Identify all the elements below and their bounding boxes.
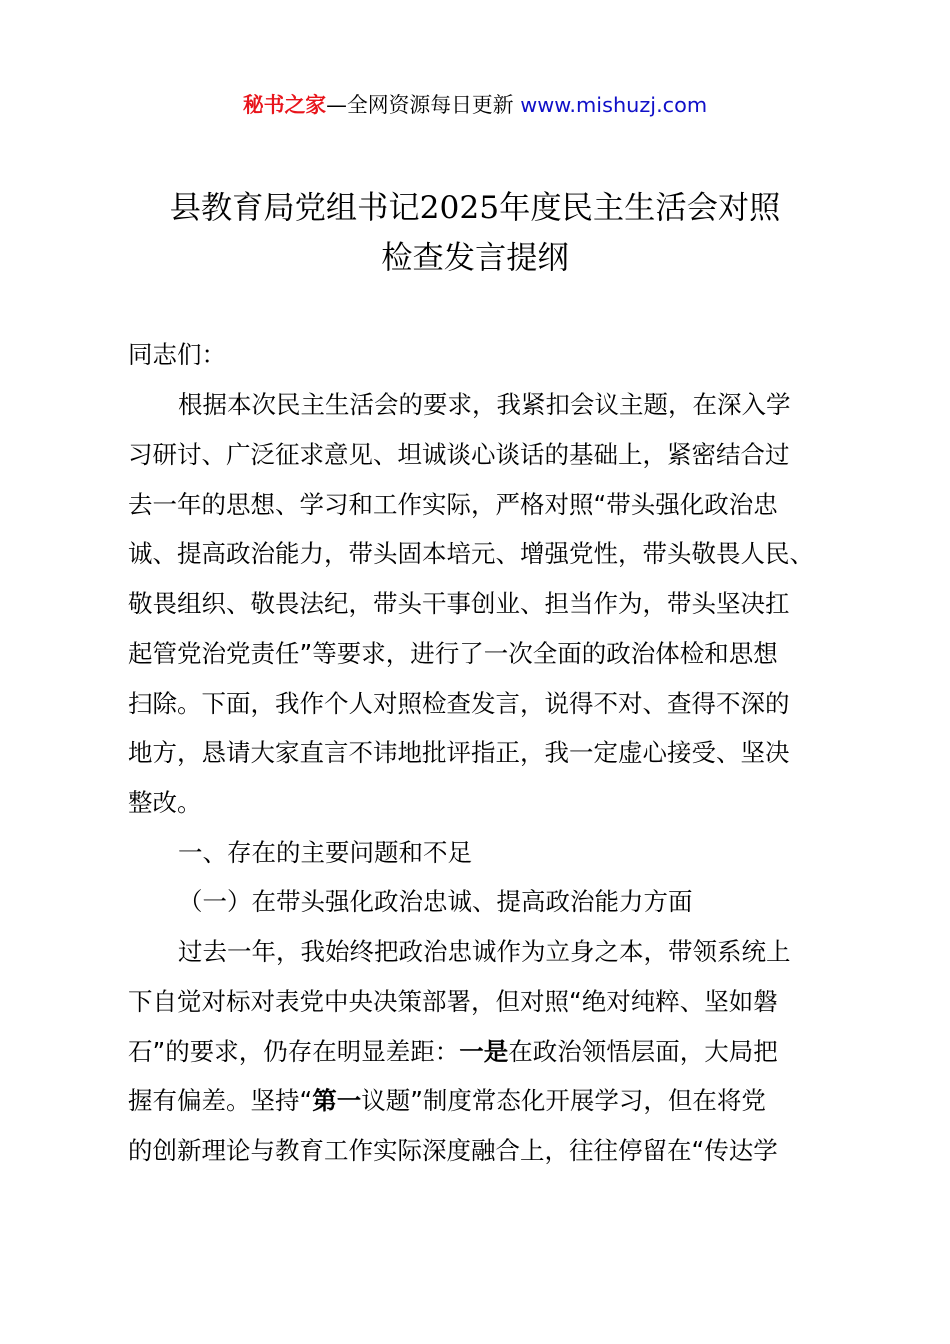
intro-line: 根据本次民主生活会的要求，我紧扣会议主题，在深入学 [178, 390, 791, 419]
paragraph-line [128, 1035, 778, 1069]
section-heading: 一、存在的主要问题和不足 [178, 838, 472, 867]
brand-name: 秘书之家 [242, 93, 327, 117]
intro-line: 习研讨、广泛征求意见、坦诚谈心谈话的基础上，紧密结合过 [128, 440, 790, 469]
intro-line: 扫除。下面，我作个人对照检查发言，说得不对、查得不深的 [128, 689, 790, 718]
paragraph-text: 在政治领悟层面，大局把 [508, 1037, 778, 1066]
site-banner [0, 88, 950, 122]
salutation: 同志们： [128, 340, 226, 369]
emphasis-text: 第一 [312, 1086, 362, 1115]
paragraph-line: 下自觉对标对表党中央决策部署，但对照“绝对纯粹、坚如磐 [128, 987, 778, 1016]
intro-line: 敬畏组织、敬畏法纪，带头干事创业、担当作为，带头坚决扛 [128, 589, 790, 618]
paragraph-line: 过去一年，我始终把政治忠诚作为立身之本，带领系统上 [178, 937, 791, 966]
emphasis-text: 一是 [459, 1037, 509, 1066]
document-title-line-1: 县教育局党组书记2025年度民主生活会对照 [169, 190, 781, 226]
paragraph-line: 的创新理论与教育工作实际深度融合上，往往停留在“传达学 [128, 1136, 778, 1165]
site-url-link[interactable]: www.mishuzj.com [520, 93, 708, 117]
paragraph-line [128, 1084, 766, 1118]
intro-line: 诚、提高政治能力，带头固本培元、增强党性，带头敬畏人民、 [128, 539, 814, 568]
banner-slogan: —全网资源每日更新 [326, 93, 514, 117]
paragraph-text: 石”的要求，仍存在明显差距： [128, 1037, 460, 1066]
intro-line: 整改。 [128, 788, 202, 817]
subsection-heading: （一）在带头强化政治忠诚、提高政治能力方面 [178, 887, 693, 916]
document-title-line-2: 检查发言提纲 [381, 240, 569, 276]
paragraph-text: 握有偏差。坚持“ [128, 1086, 313, 1115]
intro-line: 起管党治党责任”等要求，进行了一次全面的政治体检和思想 [128, 639, 778, 668]
intro-line: 地方，恳请大家直言不讳地批评指正，我一定虚心接受、坚决 [128, 738, 790, 767]
paragraph-text: 议题”制度常态化开展学习，但在将党 [361, 1086, 766, 1115]
intro-line: 去一年的思想、学习和工作实际，严格对照“带头强化政治忠 [128, 490, 778, 519]
